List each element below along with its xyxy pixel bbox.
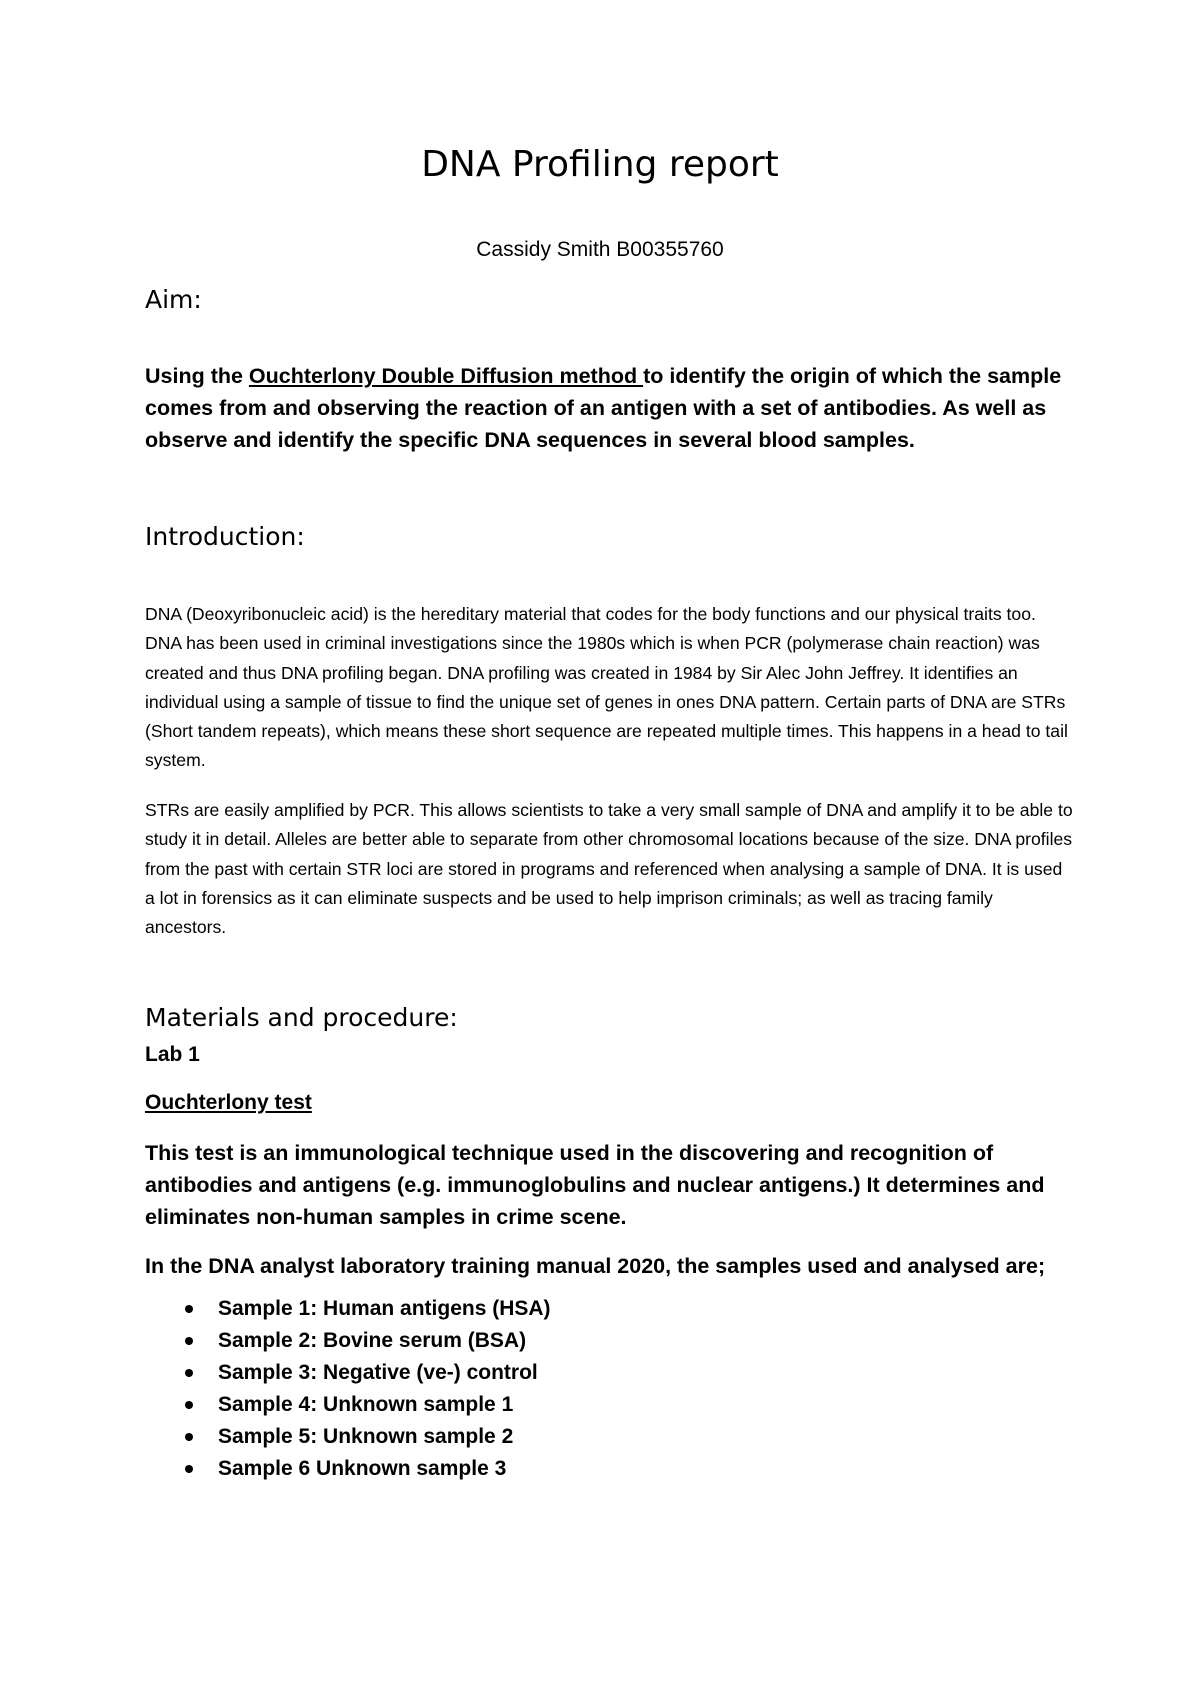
test-description: This test is an immunological technique used in the discovering and recognition of antibodies and antigens (e.g. immunoglobulins and nuclear antigens.) It determines and eliminates non-human samples in crime scene. (145, 1141, 1045, 1229)
lab-label: Lab 1 (145, 1043, 200, 1066)
list-item (145, 1357, 551, 1389)
bullet-icon (185, 1465, 193, 1473)
list-item (145, 1325, 551, 1357)
samples-list (145, 1293, 551, 1485)
list-item (145, 1389, 551, 1421)
sample-label: Sample 1: Human antigens (HSA) (218, 1297, 551, 1320)
aim-heading: Aim: (145, 285, 202, 314)
bullet-icon (185, 1401, 193, 1409)
sample-label: Sample 4: Unknown sample 1 (218, 1393, 514, 1416)
introduction-paragraph-2: STRs are easily amplified by PCR. This allows scientists to take a very small sample of DNA and amplify it to be able to study it in detail. Alleles are better able to separate from other chromosomal locations because of the size. DNA profiles from the past with certain STR loci are stored in programs and referenced when analysing a sample of DNA. It is used a lot in forensics as it can eliminate suspects and be used to help imprison criminals; as well as tracing family ancestors. (145, 800, 1073, 938)
materials-heading: Materials and procedure: (145, 1003, 458, 1032)
introduction-heading: Introduction: (145, 522, 305, 551)
list-item (145, 1453, 551, 1485)
aim-paragraph (145, 360, 1075, 456)
method-link[interactable]: Ouchterlony Double Diffusion method (248, 364, 644, 388)
sample-label: Sample 3: Negative (ve-) control (218, 1361, 538, 1384)
report-title: DNA Profiling report (421, 144, 779, 185)
list-item (145, 1293, 551, 1325)
bullet-icon (185, 1433, 193, 1441)
bullet-icon (185, 1337, 193, 1345)
sample-label: Sample 5: Unknown sample 2 (218, 1425, 514, 1448)
bullet-icon (185, 1369, 193, 1377)
manual-text: In the DNA analyst laboratory training manual 2020, the samples used and analysed are; (145, 1254, 1046, 1278)
ouchterlony-test-title: Ouchterlony test (145, 1091, 312, 1114)
aim-text-after: to identify the origin of which the sample comes from and observing the reaction of an antigen with a set of antibodies. As well as observe and identify the specific DNA sequences in several blood samples. (145, 364, 1062, 452)
sample-label: Sample 2: Bovine serum (BSA) (218, 1329, 527, 1352)
author-line: Cassidy Smith B00355760 (476, 238, 724, 261)
bullet-icon (185, 1305, 193, 1313)
aim-text-before: Using the (145, 364, 249, 388)
list-item (145, 1421, 551, 1453)
sample-label: Sample 6 Unknown sample 3 (218, 1457, 507, 1480)
introduction-paragraph-1: DNA (Deoxyribonucleic acid) is the hereditary material that codes for the body functions and our physical traits too. DNA has been used in criminal investigations since the 1980s which is when PCR (polymerase chain reaction) was created and thus DNA profiling began. DNA profiling was created in 1984 by Sir Alec John Jeffrey. It identifies an individual using a sample of tissue to find the unique set of genes in ones DNA pattern. Certain parts of DNA are STRs (Short tandem repeats), which means these short sequence are repeated multiple times. This happens in a head to tail system. (145, 604, 1068, 771)
